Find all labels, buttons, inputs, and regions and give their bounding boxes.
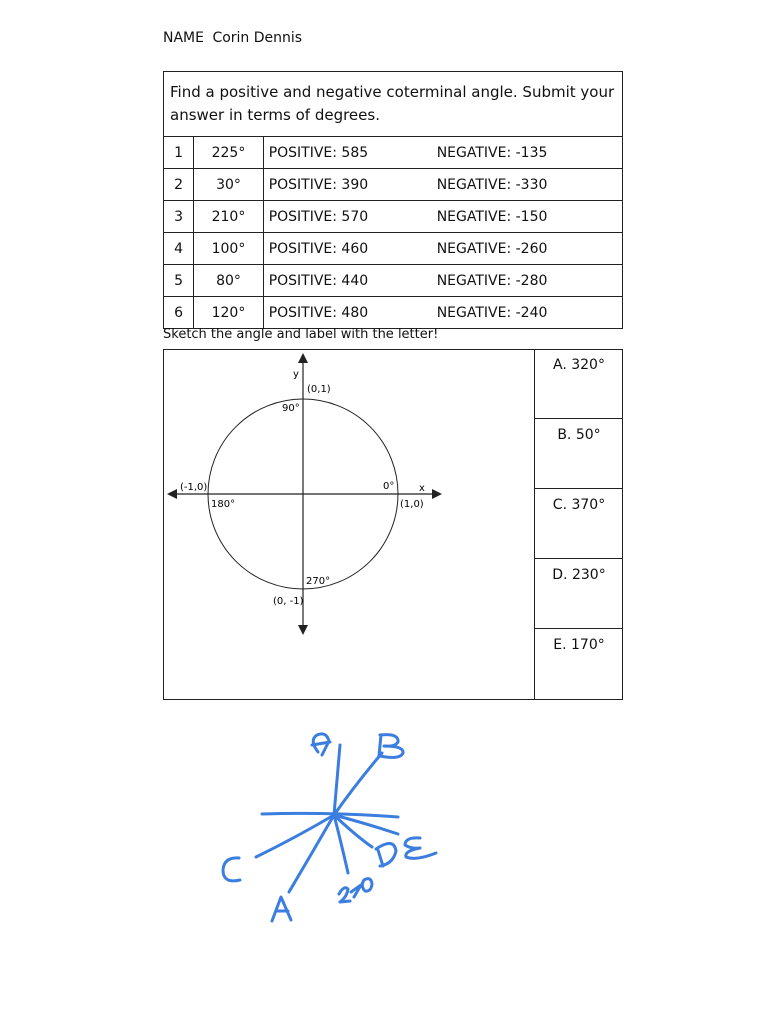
hand-letter-a-bottom bbox=[272, 897, 291, 921]
name-value: Corin Dennis bbox=[212, 30, 303, 46]
row-number: 3 bbox=[164, 201, 194, 233]
positive-answer: POSITIVE: 585 bbox=[268, 144, 369, 161]
hand-letter-c bbox=[223, 858, 240, 881]
row-angle: 210° bbox=[194, 201, 263, 233]
left-angle-label: 180° bbox=[211, 499, 236, 510]
ray-up-a bbox=[334, 745, 340, 815]
row-number: 5 bbox=[164, 265, 194, 297]
y-axis-label: y bbox=[293, 369, 299, 380]
negative-answer: NEGATIVE: -135 bbox=[436, 144, 548, 161]
right-point-label: (1,0) bbox=[400, 499, 424, 510]
row-number: 4 bbox=[164, 233, 194, 265]
bottom-point-label: (0, -1) bbox=[273, 596, 304, 607]
negative-answer: NEGATIVE: -240 bbox=[436, 304, 548, 321]
right-angle-label: 0° bbox=[383, 481, 395, 492]
hand-270 bbox=[339, 879, 372, 902]
letter-cell-d: D. 230° bbox=[535, 559, 623, 629]
row-angle: 225° bbox=[194, 137, 263, 169]
row-angle: 100° bbox=[194, 233, 263, 265]
instructions: Find a positive and negative coterminal angle. Submit your answer in terms of degrees. bbox=[164, 72, 623, 137]
negative-answer: NEGATIVE: -260 bbox=[436, 240, 548, 257]
negative-answer: NEGATIVE: -150 bbox=[436, 208, 548, 225]
row-number: 1 bbox=[164, 137, 194, 169]
row-number: 2 bbox=[164, 169, 194, 201]
letter-cell-e: E. 170° bbox=[553, 637, 605, 653]
name-label: NAME bbox=[163, 30, 204, 46]
negative-answer: NEGATIVE: -280 bbox=[436, 272, 548, 289]
letter-cell-c: C. 370° bbox=[535, 489, 623, 559]
row-angle: 80° bbox=[194, 265, 263, 297]
top-point-label: (0,1) bbox=[307, 384, 331, 395]
positive-answer: POSITIVE: 480 bbox=[268, 304, 369, 321]
positive-answer: POSITIVE: 440 bbox=[268, 272, 369, 289]
positive-answer: POSITIVE: 460 bbox=[268, 240, 369, 257]
bottom-angle-label: 270° bbox=[306, 576, 331, 587]
row-angle: 30° bbox=[194, 169, 263, 201]
positive-answer: POSITIVE: 570 bbox=[268, 208, 369, 225]
positive-answer: POSITIVE: 390 bbox=[268, 176, 369, 193]
hand-letter-d bbox=[376, 843, 396, 866]
row-angle: 120° bbox=[194, 297, 263, 329]
x-axis-label: x bbox=[419, 483, 425, 494]
letter-cell-a: A. 320° bbox=[535, 349, 623, 419]
top-angle-label: 90° bbox=[282, 403, 300, 414]
ray-b bbox=[334, 753, 382, 815]
left-point-label: (-1,0) bbox=[180, 482, 208, 493]
row-number: 6 bbox=[164, 297, 194, 329]
hand-letter-e bbox=[405, 838, 436, 858]
negative-answer: NEGATIVE: -330 bbox=[436, 176, 548, 193]
hand-letter-a-top bbox=[312, 734, 330, 755]
ray-270 bbox=[334, 815, 348, 873]
letter-cell-b: B. 50° bbox=[535, 419, 623, 489]
sketch-instruction: Sketch the angle and label with the letter! bbox=[163, 327, 439, 342]
